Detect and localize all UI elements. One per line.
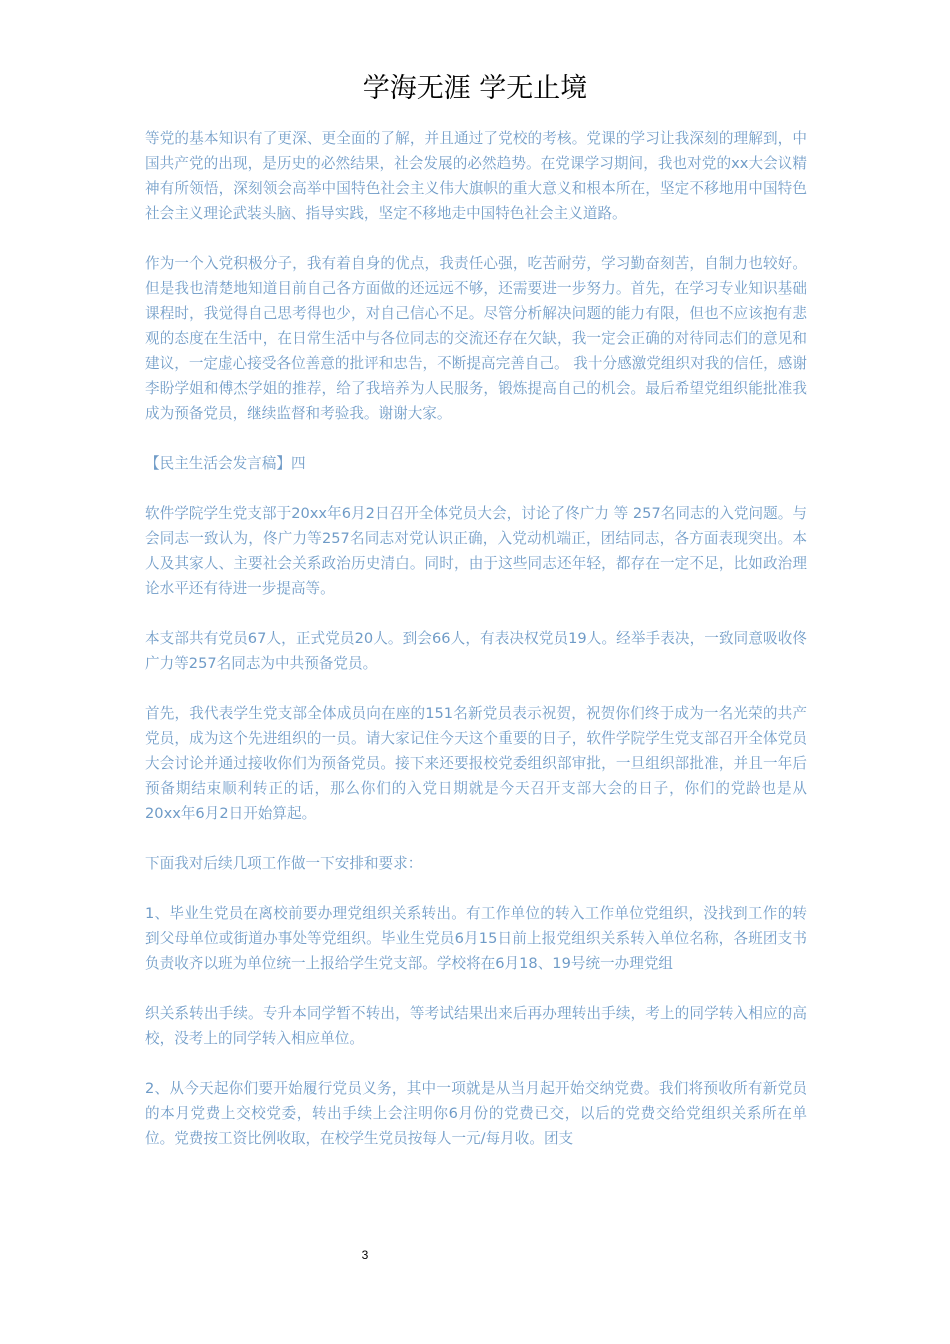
paragraph: 织关系转出手续。专升本同学暂不转出，等考试结果出来后再办理转出手续，考上的同学转入相应的高校，没考上的同学转入相应单位。 xyxy=(145,1005,807,1047)
paragraph: 作为一个入党积极分子，我有着自身的优点，我责任心强，吃苦耐劳，学习勤奋刻苦，自制力也较好。但是我也清楚地知道目前自己各方面做的还远远不够，还需要进一步努力。首先，在学习专业知识基础课程时，我觉得自己思考得也少，对自己信心不足。尽管分析解决问题的能力有限，但也不应该抱有悲观的态度在生活中，在日常生活中与各位同志的交流还存在欠缺，我一定会正确的对待同志们的意见和建议，一定虚心接受各位善意的批评和忠告，不断提高完善自己。 我十分感激党组织对我的信任，感谢李盼学姐和傅杰学姐的推荐，给了我培养为人民服务，锻炼提高自己的机会。最后希望党组织能批准我成为预备党员，继续监督和考验我。谢谢大家。 xyxy=(145,255,807,422)
paragraph: 下面我对后续几项工作做一下安排和要求： xyxy=(145,855,423,872)
page-number: 3 xyxy=(361,1248,369,1262)
page-header-title: 学海无涯 学无止境 xyxy=(362,73,588,104)
paragraph: 软件学院学生党支部于20xx年6月2日召开全体党员大会，讨论了佟广力 等 257名同志的入党问题。与会同志一致认为，佟广力等257名同志对党认识正确，入党动机端正，团结同志，各方面表现突出。本人及其家人、主要社会关系政治历史清白。同时，由于这些同志还年轻，都存在一定不足，比如政治理论水平还有待进一步提高等。 xyxy=(145,505,807,597)
document-body xyxy=(145,126,807,1151)
paragraph: 本支部共有党员67人，正式党员20人。到会66人，有表决权党员19人。经举手表决，一致同意吸收佟广力等257名同志为中共预备党员。 xyxy=(145,630,807,672)
paragraph: 首先，我代表学生党支部全体成员向在座的151名新党员表示祝贺，祝贺你们终于成为一名光荣的共产党员，成为这个先进组织的一员。请大家记住今天这个重要的日子，软件学院学生党支部召开全体党员大会讨论并通过接收你们为预备党员。接下来还要报校党委组织部审批，一旦组织部批准，并且一年后预备期结束顺利转正的话，那么你们的入党日期就是今天召开支部大会的日子，你们的党龄也是从20xx年6月2日开始算起。 xyxy=(145,705,807,822)
paragraph: 2、从今天起你们要开始履行党员义务，其中一项就是从当月起开始交纳党费。我们将预收所有新党员的本月党费上交校党委，转出手续上会注明你6月份的党费已交，以后的党费交给党组织关系所在单位。党费按工资比例收取，在校学生党员按每人一元/每月收。团支 xyxy=(145,1080,807,1147)
paragraph: 1、毕业生党员在离校前要办理党组织关系转出。有工作单位的转入工作单位党组织，没找到工作的转到父母单位或街道办事处等党组织。毕业生党员6月15日前上报党组织关系转入单位名称，各班团支书负责收齐以班为单位统一上报给学生党支部。学校将在6月18、19号统一办理党组 xyxy=(145,905,807,972)
section-heading: 【民主生活会发言稿】四 xyxy=(145,455,306,472)
paragraph: 等党的基本知识有了更深、更全面的了解，并且通过了党校的考核。党课的学习让我深刻的理解到，中国共产党的出现，是历史的必然结果，社会发展的必然趋势。在党课学习期间，我也对党的xx大会议精神有所领悟，深刻领会高举中国特色社会主义伟大旗帜的重大意义和根本所在，坚定不移地用中国特色社会主义理论武装头脑、指导实践，坚定不移地走中国特色社会主义道路。 xyxy=(145,130,807,222)
